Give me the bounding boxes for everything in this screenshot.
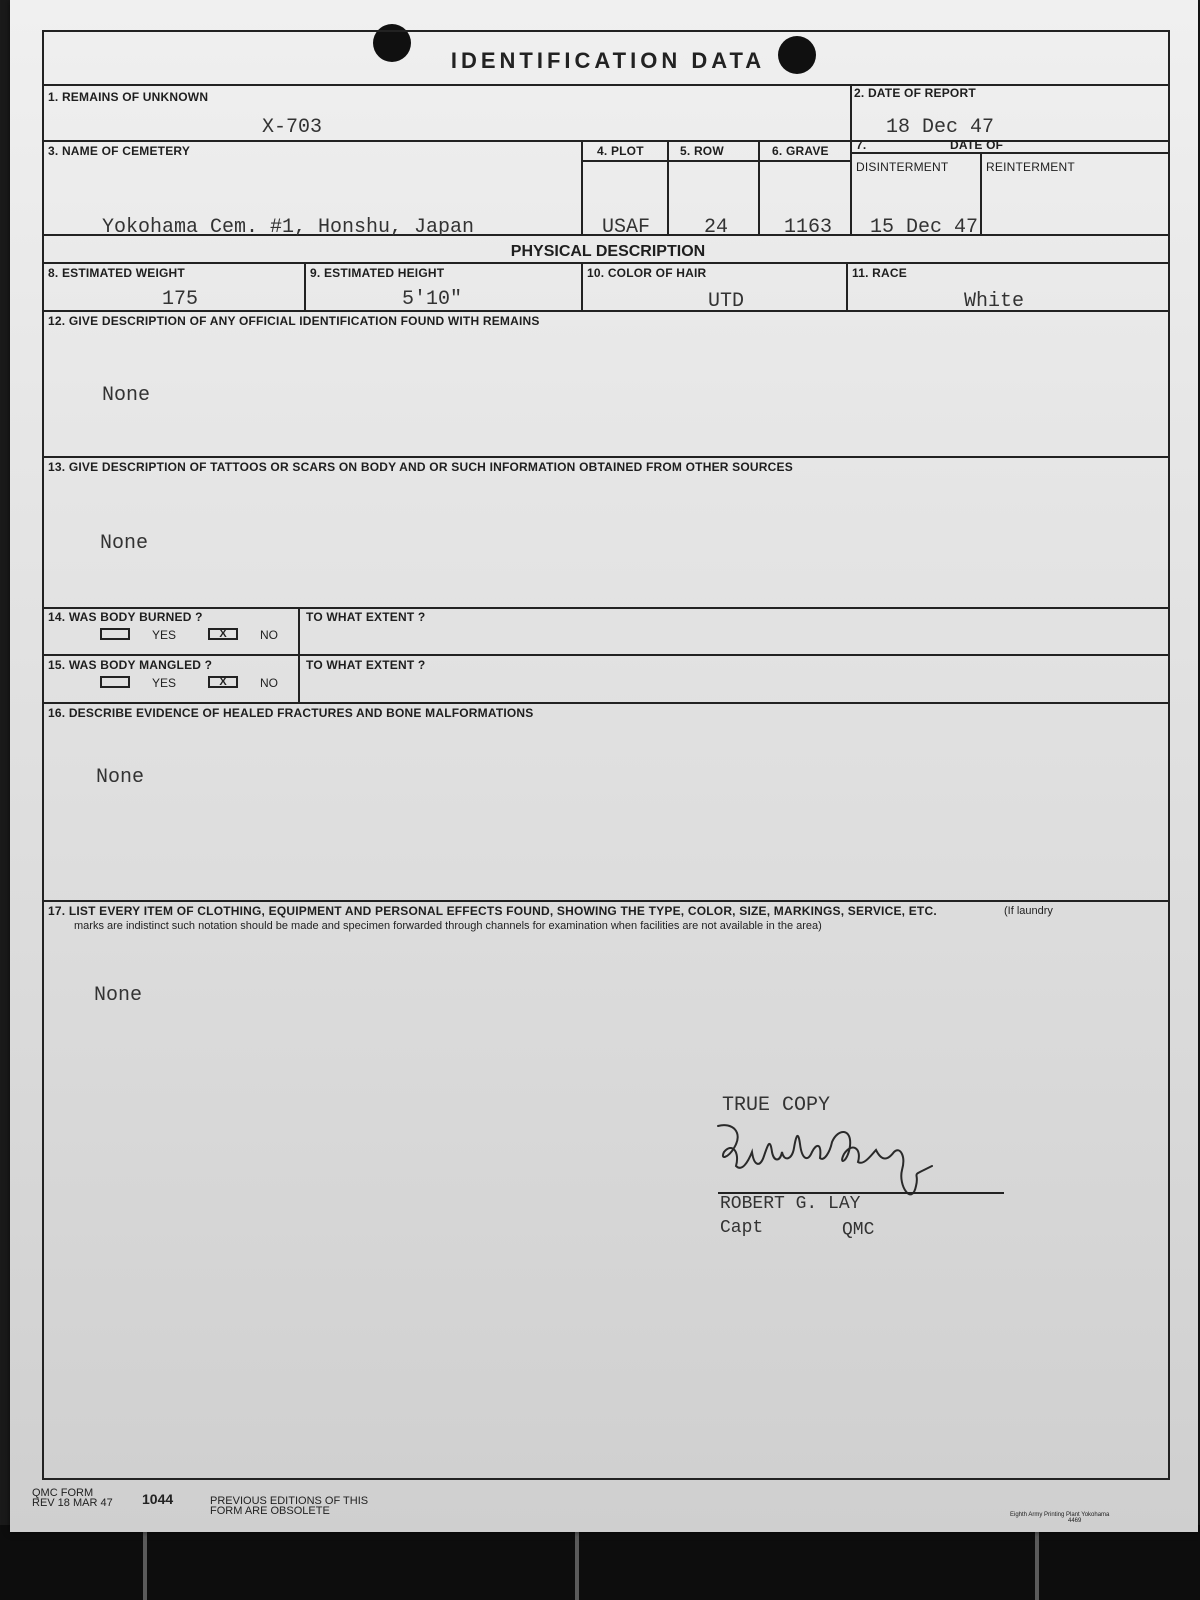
q15-extent-label: TO WHAT EXTENT ? — [306, 658, 426, 672]
reinterment-label: REINTERMENT — [986, 160, 1075, 174]
hair-label: 10. COLOR OF HAIR — [587, 266, 707, 280]
q15-yes-label: YES — [152, 676, 177, 690]
footer-form-b: REV 18 MAR 47 — [32, 1497, 113, 1509]
q13-value: None — [100, 532, 149, 555]
signer-rank: Capt — [720, 1218, 764, 1238]
plot-label: 4. PLOT — [597, 144, 644, 158]
q14-yes-checkbox[interactable] — [100, 628, 130, 640]
printer-line-a: Eighth Army Printing Plant Yokohama — [1010, 1512, 1110, 1518]
q14-extent-label: TO WHAT EXTENT ? — [306, 610, 426, 624]
q15-no-label: NO — [260, 676, 278, 690]
q16-value: None — [96, 766, 145, 789]
q17-note: marks are indistinct such notation should be made and specimen forwarded through channels for examination when facilities are not available in the area) — [74, 920, 822, 932]
cemetery-value: Yokohama Cem. #1, Honshu, Japan — [102, 216, 475, 239]
q17-value: None — [94, 984, 143, 1007]
true-copy-text: TRUE COPY — [722, 1094, 831, 1117]
q14-label: 14. WAS BODY BURNED ? — [48, 610, 203, 624]
q16-label: 16. DESCRIBE EVIDENCE OF HEALED FRACTURES AND BONE MALFORMATIONS — [48, 706, 534, 720]
q15-no-checkbox[interactable]: X — [208, 676, 238, 688]
q14-yes-label: YES — [152, 628, 177, 642]
form-title: IDENTIFICATION DATA — [450, 48, 766, 73]
race-label: 11. RACE — [852, 266, 907, 280]
disinterment-label: DISINTERMENT — [856, 160, 949, 174]
signer-branch: QMC — [842, 1220, 875, 1240]
remains-value: X-703 — [262, 116, 323, 139]
q15-yes-checkbox[interactable] — [100, 676, 130, 688]
race-value: White — [964, 290, 1025, 313]
physical-description-heading: PHYSICAL DESCRIPTION — [510, 243, 706, 260]
date-of-number: 7. — [856, 138, 867, 152]
footer-number: 1044 — [142, 1491, 174, 1507]
report-date-value: 18 Dec 47 — [886, 116, 995, 139]
height-label: 9. ESTIMATED HEIGHT — [310, 266, 445, 280]
q14-no-label: NO — [260, 628, 278, 642]
weight-label: 8. ESTIMATED WEIGHT — [48, 266, 185, 280]
date-of-label: DATE OF — [950, 138, 1004, 152]
remains-label: 1. REMAINS OF UNKNOWN — [48, 90, 209, 104]
q12-value: None — [102, 384, 151, 407]
q15-label: 15. WAS BODY MANGLED ? — [48, 658, 213, 672]
weight-value: 175 — [162, 288, 199, 311]
footer-form-a: QMC FORM — [32, 1487, 94, 1499]
grave-value: 1163 — [784, 216, 833, 239]
row-value: 24 — [704, 216, 729, 239]
grave-label: 6. GRAVE — [772, 144, 829, 158]
q17-note-start: (If laundry — [1004, 905, 1053, 917]
hair-value: UTD — [708, 290, 745, 313]
signer-name: ROBERT G. LAY — [720, 1194, 861, 1214]
q17-label: 17. LIST EVERY ITEM OF CLOTHING, EQUIPMENT AND PERSONAL EFFECTS FOUND, SHOWING THE TYPE, COLOR, SIZE, MARKINGS, SERVICE, ETC. — [48, 904, 937, 918]
row-label: 5. ROW — [680, 144, 724, 158]
disinterment-value: 15 Dec 47 — [870, 216, 979, 239]
plot-value: USAF — [602, 216, 651, 239]
form-sheet — [10, 0, 1198, 1532]
height-value: 5'10" — [402, 288, 463, 311]
cemetery-label: 3. NAME OF CEMETERY — [48, 144, 191, 158]
q12-label: 12. GIVE DESCRIPTION OF ANY OFFICIAL IDENTIFICATION FOUND WITH REMAINS — [48, 314, 540, 328]
identification-form — [42, 30, 1170, 1480]
report-date-label: 2. DATE OF REPORT — [854, 86, 976, 100]
footer-note-a: PREVIOUS EDITIONS OF THIS — [210, 1495, 369, 1507]
floor-tiles — [0, 1525, 1200, 1600]
q13-label: 13. GIVE DESCRIPTION OF TATTOOS OR SCARS ON BODY AND OR SUCH INFORMATION OBTAINED FROM OTHER SOURCES — [48, 460, 793, 474]
footer-note-b: FORM ARE OBSOLETE — [210, 1505, 330, 1517]
printer-line-b: 4469 — [1068, 1518, 1082, 1524]
q14-no-checkbox[interactable]: X — [208, 628, 238, 640]
